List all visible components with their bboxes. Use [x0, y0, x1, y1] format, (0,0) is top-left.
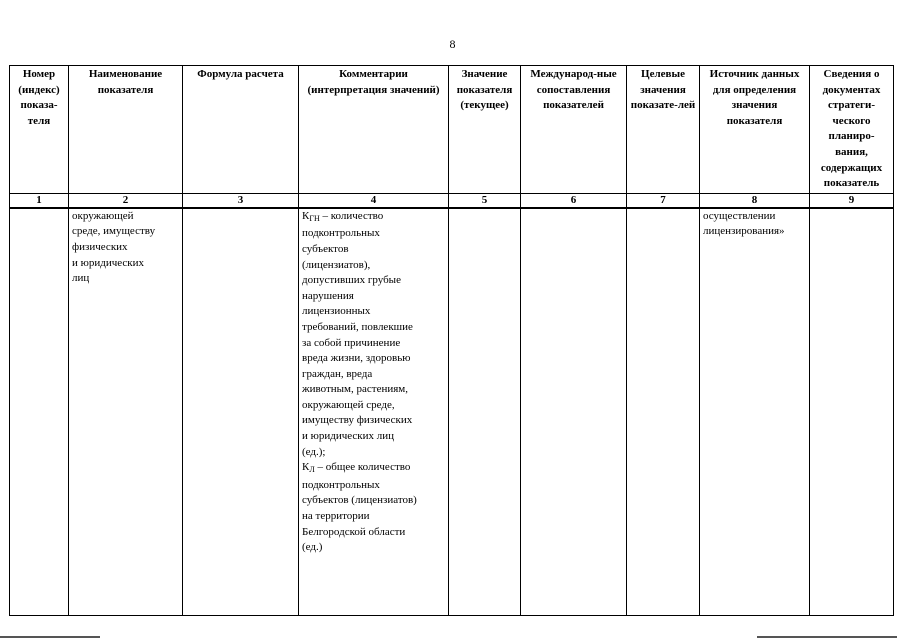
text-line: окружающей: [72, 209, 134, 222]
header-cell-comments: Комментарии (интерпретация значений): [299, 66, 449, 194]
scan-edge-line: [0, 636, 100, 638]
text-line: [302, 209, 445, 227]
column-number: 1: [10, 193, 69, 208]
header-cell-formula: Формула расчета: [183, 66, 299, 194]
cell-formula: [183, 208, 299, 616]
cell-indicator-name: [69, 208, 183, 616]
text-line: окружающей среде,: [302, 398, 395, 411]
text-line: подконтрольных: [302, 478, 380, 491]
column-number-row: [10, 193, 894, 208]
column-number: 7: [627, 193, 700, 208]
text-line: за собой причинение: [302, 336, 401, 349]
text-line: и юридических лиц: [302, 430, 395, 443]
header-row: [10, 66, 894, 194]
header-cell-data-source: Источник данных для определения значения показателя: [700, 66, 810, 194]
text-line: осуществлении: [703, 209, 776, 222]
cell-target-values: [627, 208, 700, 616]
variable-symbol: К: [302, 461, 310, 474]
cell-data-source: [700, 208, 810, 616]
text-line: [302, 460, 445, 478]
text-line: (ед.): [302, 541, 323, 554]
header-cell-name: Наименование показателя: [69, 66, 183, 194]
text-line: физических: [72, 240, 128, 253]
text-line: субъектов (лицензиатов): [302, 494, 417, 507]
text-line: лиц: [72, 272, 90, 285]
cell-international: [521, 208, 627, 616]
page-number: 8: [449, 37, 456, 51]
text-fragment: – общее количество: [314, 461, 411, 474]
header-cell-current-value: Значение показателя (текущее): [449, 66, 521, 194]
column-number: 2: [69, 193, 183, 208]
variable-subscript: ГН: [309, 213, 320, 223]
cell-current-value: [449, 208, 521, 616]
cell-strategic-docs: [810, 208, 894, 616]
text-line: животным, растениям,: [302, 383, 409, 396]
text-line: субъектов: [302, 242, 349, 255]
header-cell-target-values: Целевые значения показате-лей: [627, 66, 700, 194]
text-line: лицензирования»: [703, 225, 785, 238]
text-line: лицензионных: [302, 305, 371, 318]
text-line: имуществу физических: [302, 414, 413, 427]
scan-edge-line: [757, 636, 897, 638]
table-row: [10, 208, 894, 616]
variable-symbol: К: [302, 209, 310, 222]
text-line: нарушения: [302, 289, 354, 302]
text-fragment: – количество: [319, 209, 384, 222]
column-number: 4: [299, 193, 449, 208]
text-line: граждан, вреда: [302, 367, 373, 380]
header-cell-strategic-docs: Сведения о документах стратеги-ческого планиро-вания, содержащих показатель: [810, 66, 894, 194]
column-number: 9: [810, 193, 894, 208]
header-cell-international: Международ-ные сопоставления показателей: [521, 66, 627, 194]
text-line: на территории: [302, 510, 370, 523]
text-line: среде, имуществу: [72, 225, 156, 238]
variable-subscript: Л: [309, 465, 315, 475]
text-line: (ед.);: [302, 445, 326, 458]
text-line: требований, повлекшие: [302, 320, 413, 333]
text-line: (лицензиатов),: [302, 258, 371, 271]
header-cell-index: Номер (индекс) показа-теля: [10, 66, 69, 194]
text-line: вреда жизни, здоровью: [302, 352, 411, 365]
cell-index: [10, 208, 69, 616]
column-number: 6: [521, 193, 627, 208]
text-line: подконтрольных: [302, 227, 380, 240]
column-number: 3: [183, 193, 299, 208]
indicator-table: [9, 65, 894, 616]
text-line: и юридических: [72, 256, 145, 269]
column-number: 8: [700, 193, 810, 208]
cell-comments: [299, 208, 449, 616]
column-number: 5: [449, 193, 521, 208]
text-line: допустивших грубые: [302, 274, 401, 287]
text-line: Белгородской области: [302, 525, 406, 538]
